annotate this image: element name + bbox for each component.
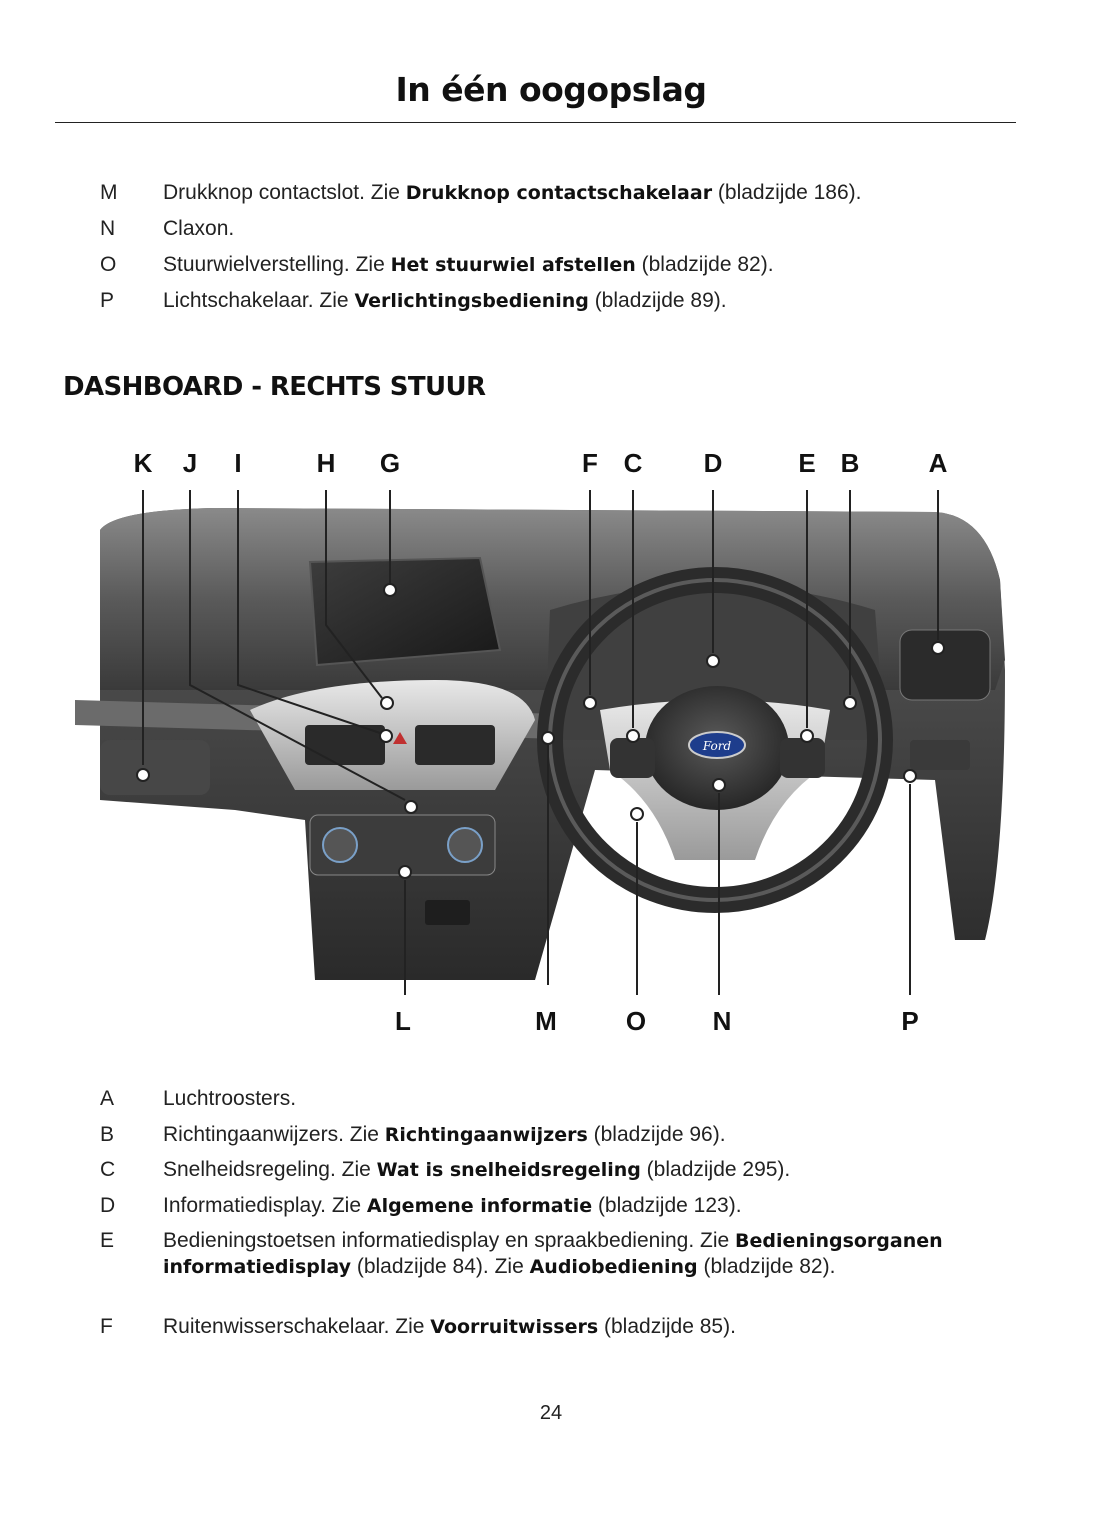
callout-label-d: D <box>703 448 723 478</box>
item-letter: O <box>100 253 117 276</box>
item-text: Luchtroosters. <box>163 1087 297 1110</box>
item-text: Claxon. <box>163 217 235 240</box>
callout-label-c: C <box>623 448 643 478</box>
item-text: Stuurwielverstelling. Zie Het stuurwiel afstellen (bladzijde 82). <box>163 253 774 276</box>
item-letter: A <box>100 1087 115 1110</box>
item-letter: N <box>100 217 116 240</box>
dashboard-diagram <box>55 440 1055 1050</box>
item-reference-link[interactable]: Wat is snelheidsregeling <box>376 1159 641 1181</box>
item-text: Bedieningstoetsen informatiedisplay en spraakbediening. Zie Bedieningsorganen informatiedisplay (bladzijde 84). Zie Audiobediening (bladzijde 82). <box>163 1229 943 1278</box>
callout-label-i: I <box>234 448 242 478</box>
item-text: Snelheidsregeling. Zie Wat is snelheidsregeling (bladzijde 295). <box>163 1158 791 1181</box>
page-number: 24 <box>539 1402 563 1424</box>
item-reference-link[interactable]: Richtingaanwijzers <box>384 1124 588 1146</box>
callout-label-k: K <box>133 448 153 478</box>
item-reference-link[interactable]: Het stuurwiel afstellen <box>390 254 636 276</box>
callout-label-g: G <box>379 448 401 478</box>
item-text: Informatiedisplay. Zie Algemene informatie (bladzijde 123). <box>163 1194 742 1217</box>
item-text: Lichtschakelaar. Zie Verlichtingsbediening (bladzijde 89). <box>163 289 727 312</box>
usb-port <box>425 900 470 925</box>
callout-label-f: F <box>582 448 598 478</box>
item-reference-link[interactable]: Drukknop contactschakelaar <box>405 182 713 204</box>
callout-label-a: A <box>928 448 948 478</box>
light-switch-panel <box>910 740 970 770</box>
infotainment-screen <box>310 558 500 665</box>
item-text: Drukknop contactslot. Zie Drukknop contactschakelaar (bladzijde 186). <box>163 181 862 204</box>
title-divider <box>55 122 1016 123</box>
callout-label-l: L <box>395 1006 411 1036</box>
page-title: In één oogopslag <box>395 70 707 109</box>
callout-label-p: P <box>901 1006 919 1036</box>
item-letter: P <box>100 289 115 312</box>
right-wheel-buttons <box>780 738 825 778</box>
right-air-vent <box>900 630 990 700</box>
item-reference-link[interactable]: Voorruitwissers <box>430 1316 599 1338</box>
item-reference-link[interactable]: Audiobediening <box>529 1256 698 1278</box>
section-heading: DASHBOARD - RECHTS STUUR <box>63 372 486 402</box>
item-reference-link[interactable]: Bedieningsorganen informatiedisplay <box>163 1230 943 1278</box>
right-center-vent <box>415 725 495 765</box>
callout-label-j: J <box>182 448 198 478</box>
brand-logo-text: Ford <box>702 739 732 753</box>
item-reference-link[interactable]: Verlichtingsbediening <box>354 290 589 312</box>
item-letter: D <box>100 1194 116 1217</box>
right-temperature-knob <box>448 828 482 862</box>
item-letter: C <box>100 1158 116 1181</box>
left-wheel-buttons <box>610 738 655 778</box>
item-text: Richtingaanwijzers. Zie Richtingaanwijzers (bladzijde 96). <box>163 1123 726 1146</box>
callout-label-n: N <box>712 1006 732 1036</box>
callout-label-m: M <box>535 1006 557 1036</box>
item-letter: M <box>100 181 118 204</box>
callout-label-e: E <box>798 448 816 478</box>
callout-label-o: O <box>625 1006 647 1036</box>
dashboard-illustration <box>55 440 1055 1050</box>
item-text: Ruitenwisserschakelaar. Zie Voorruitwissers (bladzijde 85). <box>163 1315 736 1338</box>
item-reference-link[interactable]: Algemene informatie <box>366 1195 593 1217</box>
item-letter: E <box>100 1229 115 1252</box>
item-letter: B <box>100 1123 115 1146</box>
left-temperature-knob <box>323 828 357 862</box>
glovebox-handle <box>100 740 210 795</box>
callout-label-b: B <box>840 448 860 478</box>
item-letter: F <box>100 1315 113 1338</box>
callout-label-h: H <box>316 448 336 478</box>
